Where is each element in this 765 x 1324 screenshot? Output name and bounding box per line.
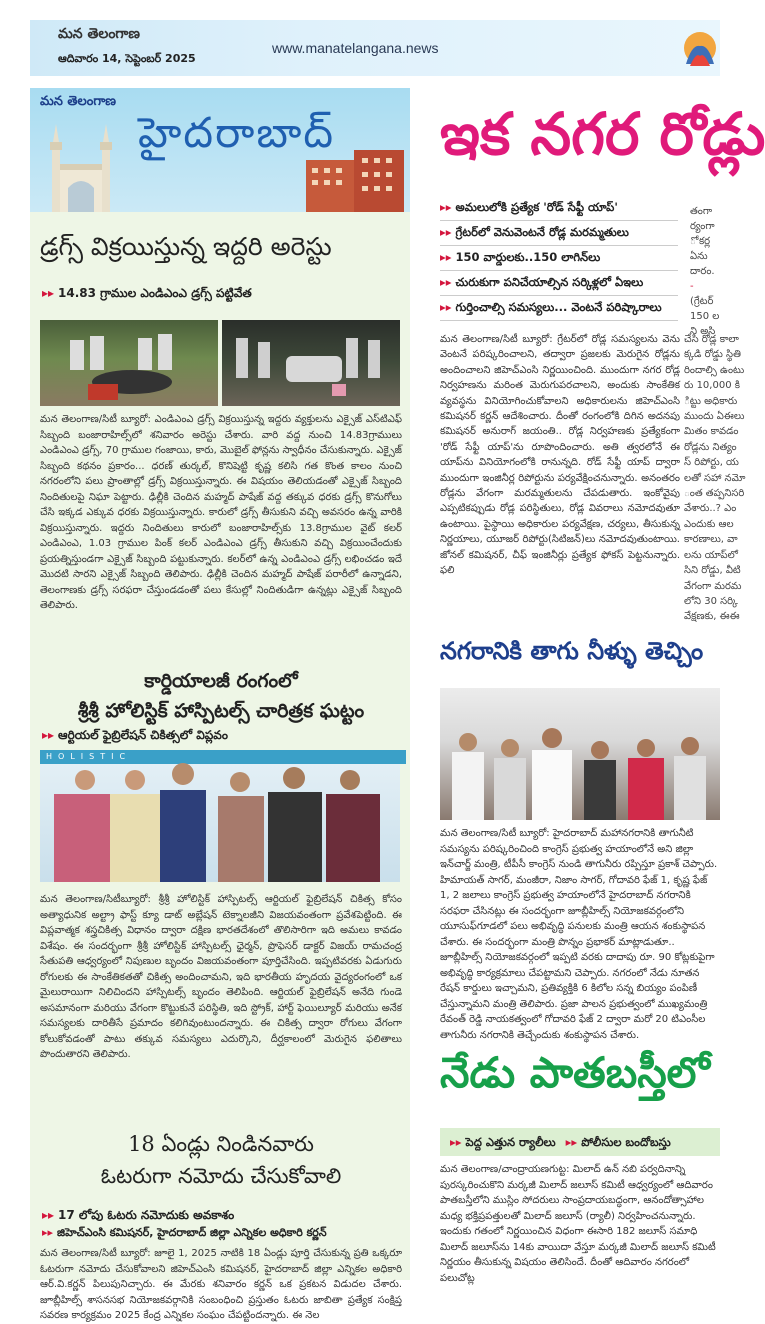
right2-body: మన తెలంగాణ/సిటీ బ్యూరో: హైదరాబాద్ మహానగరానికి తాగునీటి సమస్యను పరిష్కరించింది కాంగ్రెస్ ప్రభుత్వ హయాంలోనే అని జిల్లా ఇన్‌చార్జ్ మంత్రి, టీపీసీ కాంగ్రెస్ నుండి తాగునీరు రప్పిస్తూ ప్రకాశ్ చెప్పారు. హిమాయత్ సాగర్, మంజీరా, నిజాం సాగర్, గోదావరి ఫేజ్ 1, కృష్ణ ఫేజ్ 1, 2 జలాలు కాంగ్రెస్ ప్రభుత్వ హయాంలోనే హైదరాబాద్ నగరానికి సరఫరా చేసినట్లు ఈ సందర్భంగా జూబ్లీహిల్స్ నియోజకవర్గంలోని యూసుఫ్‌గూడలో పలు అభివృద్ధి పనులకు మంత్రి ఆయన శంకుస్థాపన చేశారు. ఈ సందర్భంగా మంత్రి పొన్నం ప్రభాకర్ మాట్లాడుతూ.. జూబ్లీహిల్స్ నియోజకవర్గంలో ఇప్పటి వరకు దాదాపు రూ. 90 కోట్లకుపైగా అభివృద్ధి కార్యక్రమాలు చేపట్టామని చెప్పారు. నగరంలో నేడు నూతన రేషన్ కార్డులు ఇచ్చామని, ప్రతివ్యక్తికి 6 కిలోల సన్న బియ్యం పంపిణీ చేస్తున్నామని మంత్రి తెలిపారు. ప్రజా పాలన ప్రభుత్వంలో ముఖ్యమంత్రి రేవంత్ రెడ్డి నాయకత్వంలో గోదావరి ఫేజ్ 2 ద్వారా మరో 20 టిఎంసీల తాగునీరు నగరానికి తెచ్చేందుకు శంకుస్థాపన చేశారు.: [440, 828, 718, 1041]
right1-bullet: ▸▸ 150 వార్డులకు..150 లాగిన్‌లు: [440, 246, 678, 271]
story1-subhead-text: 14.83 గ్రాముల ఎండిఎంఎ డ్రగ్స్ పట్టివేత: [58, 286, 252, 300]
meeting-photo-illustration: [440, 688, 720, 820]
story3-bullet-1-text: 17 లోపు ఓటరు నమోదుకు అవకాశం: [58, 1208, 235, 1222]
section-banner: [30, 88, 410, 212]
photo-backdrop-sign: HOLISTIC: [40, 750, 406, 764]
right3-headline: నేడు పాతబస్తీలో: [440, 1048, 710, 1097]
right1-side-column: చేసి రోడ్ల కాలా క్కడి రోడ్డు స్థితి రిందాల్సి ఉంటు రు 10,000 కి ిట్టు అధికారు ముందు ఏఈలు మితం కావడం రోడ్లను నిత్యం స్ రిపోర్టు, య లతో సహా నమో ంత తప్పనిసరి వేశారు..? ఎం ఎందుకు ఆల కారణాలు, వా లను యాప్‌లో సిని రోడ్డు, వీటి వేగంగా మరమ లోని 30 సర్కి వేక్షణకు, ఈఈ: [684, 334, 746, 623]
story2-subhead: [42, 728, 228, 745]
story3-bullet-2-text: జిహెచ్‌ఎంసి కమిషనర్, హైదరాబాద్ జిల్లా ఎన్నికల అధికారి కర్ణన్: [57, 1226, 327, 1239]
right1-bullet: ▸▸ గ్రేటర్‌లో వెనువెంటనే రోడ్ల మరమ్మతులు: [440, 221, 678, 246]
story1-photo-left: [40, 320, 218, 406]
masthead-date: ఆదివారం 14, సెప్టెంబర్ 2025: [58, 52, 196, 65]
double-arrow-icon: ▸▸: [42, 1226, 54, 1239]
double-arrow-icon: ▸▸: [440, 300, 452, 314]
story1-headline: డ్రగ్స్ విక్రయిస్తున్న ఇద్దరి అరెస్టు: [40, 232, 332, 261]
group-photo-illustration: [40, 750, 400, 882]
story1-subhead: [42, 286, 252, 303]
right1-side-lines: తంగా ర్యంగా ో కర్ల ఏను దారం. - (గ్రేటర్ 150 ల ని అసి: [690, 206, 720, 337]
right1-bullet: ▸▸ అమలులోకి ప్రత్యేక 'రోడ్ సేఫ్టీ యాప్': [440, 196, 678, 221]
double-arrow-icon: ▸▸: [565, 1135, 578, 1149]
right3-body: మన తెలంగాణ/చాంద్రాయణగుట్ట: మిలాద్ ఉన్ నబి పర్వదినాన్ని పురస్కరించుకొని మర్కజీ మిలాద్ జలూస్ కమిటీ ఆధ్వర్యంలో ఆదివారం పాతబస్తీలోని ముస్లిం సోదరులు సాంప్రదాయబద్ధంగా, ఆనందోత్సాహాల మధ్య భక్తిప్రపత్తులతో మిలాద్ జలూస్ (ర్యాలీ) నిర్వహించనున్నారు. ఇందుకు గతంలో నిర్ణయించిన విధంగా ఈసారి 182 జలూస్ సమాధి మిలాద్ జలూస్‌ను 14కు వాయిదా వేస్తూ మర్కజీ మిలాద్ జలూస్ కమిటీ నిర్ణయం తీసుకున్న విషయం తెలిసిందే. దీంతో ఆదివారం నగరంలో పలుచోట్ల: [440, 1164, 716, 1284]
right1-headline: ఇక నగర రోడ్లు: [440, 100, 765, 168]
story3-bullet-1: [42, 1208, 234, 1225]
story2-body: మన తెలంగాణ/సిటీబ్యూరో: శ్రీశ్రీ హోలిస్టిక్ హాస్పిటల్స్ ఆర్టియల్ ఫైబ్రిలేషన్ చికిత్స కోసం అత్యాధునిక అల్ట్రా ఫాస్ట్ క్యూ డాట్ అబ్లేషన్ టెక్నాలజీని విజయవంతంగా ప్రవేశపెట్టింది. ఈ విప్లవాత్మక శస్త్రచికిత్స విధానం ద్వారా దక్షిణ భారతదేశంలో తొలిసారిగా ఇది అమలు కావడం విశేషం. ఈ సందర్భంగా శ్రీశ్రీ హోలిస్టిక్ హాస్పిటల్స్ ఛైర్మన్, ప్రొఫెసర్ డాక్టర్ విజయ్ రామచంద్ర సేతుపతి ఆధ్వర్యంలో నిపుణుల బృందం విజయవంతంగా పూర్తిచేసింది. ఇప్పటివరకు ఏడుగురు రోగులకు ఈ సాంకేతికతతో చికిత్స అందించామని, ఇది భారతీయ హృదయ వైద్యరంగంలో ఒక మైలురాయిగా నిలిచిందని హాస్పిటల్స్ బృందం తెలిపింది. ఆర్టియల్ ఫైబ్రిలేషన్ అనేది గుండె అసమానంగా మరియు వేగంగా కొట్టుకునే పరిస్థితి, ఇది స్ట్రోక్, హార్ట్ ఫెయిల్యూర్ మరియు అనేక సమస్యలకు దారితీసే ప్రమాదం కలిగివుంటుందన్నారు. ఈ చికిత్స ద్వారా రోగులు వేగంగా కోలుకోవడంతో పాటు తక్కువ సమస్యలు ఎదుర్కొని, దీర్ఘకాలంలో మెరుగైన ఫలితాలు పొందుతారని తెలిపారు.: [40, 894, 402, 1060]
banner-brand: మన తెలంగాణ: [40, 94, 117, 109]
double-arrow-icon: ▸▸: [440, 225, 452, 239]
story3-headline-line2: ఓటరుగా నమోదు చేసుకోవాలి: [100, 1164, 342, 1188]
building-illustration: [302, 146, 406, 212]
double-arrow-icon: ▸▸: [42, 728, 55, 742]
right3-strip: ▸▸ పెద్ద ఎత్తున ర్యాలీలు ▸▸ పోలీసుల బందోబస్తు: [440, 1128, 720, 1156]
right2-headline: నగరానికి తాగు నీళ్ళు తెచ్చిం: [440, 636, 704, 665]
double-arrow-icon: ▸▸: [42, 1208, 55, 1222]
masthead-name: మన తెలంగాణ: [58, 26, 140, 42]
right1-bullet-list: [440, 196, 678, 321]
people-photo-illustration: [40, 320, 218, 406]
hands-logo-icon: [680, 26, 720, 76]
car-photo-illustration: [222, 320, 400, 406]
double-arrow-icon: ▸▸: [440, 200, 452, 214]
double-arrow-icon: ▸▸: [440, 250, 452, 264]
right1-body: మన తెలంగాణ/సిటీ బ్యూరో: గ్రేటర్‌లో రోడ్ల సమస్యలను వెను వెంటనే పరిష్కరించాలని, తద్వారా ప్రజలకు మెరుగైన రోడ్లను అందించాలని జిహెచ్‌ఎంసి నిర్ణయించింది. ముందుగా నగర రోడ్ల నిర్వహణను మరింత మెరుగుపరచాలని, అందుకు సాంకేతిక వ్యవస్థను వినియోగించుకోవాలని అధికారులను జిహెచ్‌ఎంసి కమిషనర్ కర్ణన్ ఆదేశించారు. దీంతో రంగంలోకి దిగిన అదనపు కమిషనర్ అనురాగ్ జయంతి.. రోడ్ల నిర్వహణకు ప్రత్యేకంగా 'రోడ్ సేఫ్టీ యాప్'ను రూపొందించారు. అతి త్వరలోనే ఈ యాప్‌ను వినియోగంలోకి రానున్నది. రోడ్ సేఫ్టీ యాప్ ద్వారా ముందుగా ఇంజినీర్ల రిపోర్టును పర్యవేక్షించనున్నారు. అనంతరం రోడ్లను వేగంగా మరమ్మతులను చేపడుతారు. ఇంకోవైపు ఎప్పటికప్పుడు రోడ్ల పరిస్థితులు, రోడ్ల వివరాలు నమోదవుతూ ఉంటాయి. పైస్థాయి అధికారుల పర్యవేక్షణ, చర్యలు, తీసుకున్న నిర్ణయాలు, యూజర్ రిపోర్టు(సిటిజన్)లు నమోదవుతుంటాయి. జోనల్ కమిషనర్, చీఫ్ ఇంజినీర్లు ప్రత్యేక ఫోకస్ పెట్టనున్నారు. ఫలి: [440, 334, 680, 577]
story1-photo-right: [222, 320, 400, 406]
charminar-icon: [46, 118, 116, 212]
right2-photo: [440, 688, 720, 820]
site-url[interactable]: www.manatelangana.news: [272, 40, 439, 56]
story2-photo: [40, 750, 400, 882]
double-arrow-icon: ▸▸: [450, 1135, 462, 1149]
story3-headline-line1: 18 ఏండ్లు నిండినవారు: [128, 1132, 314, 1156]
story1-body: మన తెలంగాణ/సిటీ బ్యూరో: ఎండిఎంఎ డ్రగ్స్ విక్రయిస్తున్న ఇద్దరు వ్యక్తులను ఎక్సైజ్ ఎస్‌టిఎఫ్ సిబ్బంది బంజారాహిల్స్‌లో శనివారం అరెస్టు చేశారు. వారి వద్ద నుంచి 14.83గ్రాములు ఎండిఎంఎ డ్రగ్స్, 70 గ్రాముల గంజాయి, కారు, మొబైల్ ఫోన్లను స్వాధీనం చేసుకున్నారు. ఎక్సైజ్ సిబ్బంది కథనం ప్రకారం... ధరణ్ తుర్కల్, కొనిషెట్టి కృష్ణ కలిసి గత కొంత కాలం నుంచి నగరంలోని పలు ప్రాంతాల్లో డ్రగ్స్ విక్రయిస్తున్నారు. ఈ విషయం తెలియడంతో ఎక్సైజ్ సిబ్బంది నిందితులపై నిఘా పెట్టారు. ఢిల్లీకి చెందిన మహ్మద్ పాషేజ్ వద్ద తక్కువ ధరకు డ్రగ్స్ కొనుగోలు చేసి ఇక్కడ ఎక్కువ ధరకు విక్రయిస్తున్నారు. కారులో డ్రగ్స్ తీసుకుని వచ్చి అవసరం ఉన్న వారికి విక్రయిస్తున్నారు. ఇద్దరు నిందితులు కారులో బంజారాహిల్స్‌కు 13.8గ్రాముల వైట్ కలర్ ఎండిఎంఎ, 1.03 గ్రాముల పింక్ కలర్ ఎండిఎంఎ డ్రగ్స్ తీసుకుని వచ్చి విక్రయించేందుకు ప్రయత్నిస్తుండగా ఎక్సైజ్ సిబ్బంది పట్టుకున్నారు. కలర్‌లో ఉన్న ఎండిఎంఎ డ్రగ్స్ లభించడం ఇదే మొదటి సారని ఎక్సైజ్ సిబ్బంది తెలిపారు. ఢిల్లీకి చెందిన మహ్మద్ పాషేజ్ పరారీలో ఉన్నాడని, తెలంగాణకు డ్రగ్స్ సరఫరా చేస్తుండడంతో పలు కేసుల్లో నిందితుడిగా ఉన్నట్లు ఎక్సైజ్ సిబ్బంది తెలిపారు.: [40, 414, 402, 611]
story2-subhead-text: ఆర్టియల్ ఫైబ్రిలేషన్ చికిత్సలో విప్లవం: [58, 728, 228, 742]
story3-body: మన తెలంగాణ/సిటీ బ్యూరో: జూలై 1, 2025 నాటికి 18 ఏండ్లు పూర్తి చేసుకున్న ప్రతి ఒక్కరూ ఓటరుగా నమోదు చేసుకోవాలని జిహెచ్‌ఎంసి కమిషనర్, హైదరాబాద్ జిల్లా ఎన్నికల అధికారి ఆర్.వి.కర్ణన్ పిలుపునిచ్చారు. ఈ మేరకు శనివారం కర్ణన్ ఒక ప్రకటన విడుదల చేశారు. జూబ్లీహిల్స్ శాసనసభ నియోజకవర్గానికి సంబంధించి ప్రస్తుతం ఓటరు జాబితా ప్రత్యేక సంక్షిప్త సవరణ కార్యక్రమం 2025 కేంద్ర ఎన్నికల సంఘం చేపట్టిందన్నారు. ఈ నెల: [40, 1248, 402, 1321]
story2-headline-line1: కార్డియాలజీ రంగంలో: [144, 670, 298, 692]
story3-bullet-2: [42, 1226, 327, 1242]
banner-city-title: హైదరాబాద్: [138, 108, 336, 157]
double-arrow-icon: ▸▸: [42, 286, 55, 300]
double-arrow-icon: ▸▸: [440, 275, 452, 289]
right1-bullet: ▸▸ చురుకుగా పనిచేయాల్సిన సర్కిళ్లలో ఏఇలు: [440, 271, 678, 296]
right1-bullet: ▸▸ గుర్తించాల్సి సమస్యలు... వెంటనే పరిష్కారాలు: [440, 296, 678, 321]
story2-headline-line2: శ్రీశ్రీ హోలిస్టిక్ హాస్పిటల్స్ చారిత్రక ఘట్టం: [77, 700, 365, 722]
